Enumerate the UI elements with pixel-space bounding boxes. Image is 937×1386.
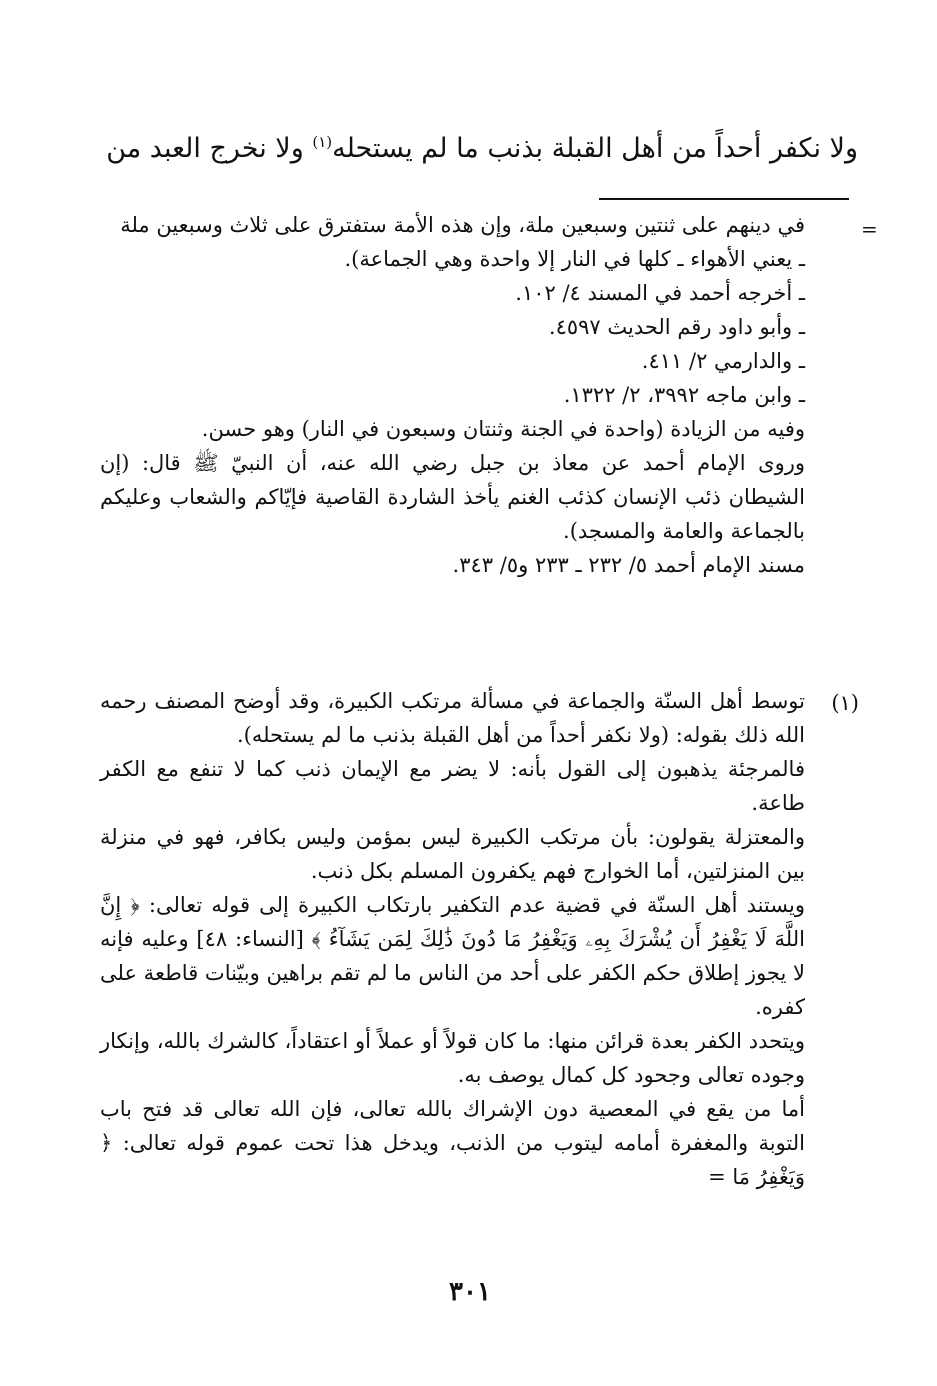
page-number: ٣٠١ xyxy=(449,1277,491,1307)
continued-footnote-line: ـ والدارمي ٢/ ٤١١. xyxy=(641,349,805,373)
continued-footnote-line: ـ وأبو داود رقم الحديث ٤٥٩٧. xyxy=(548,315,805,339)
footnote-paragraph: أما من يقع في المعصية دون الإشراك بالله تعالى، فإن الله تعالى قد فتح باب التوبة والمغفرة أمامه ليتوب من الذنب، ويدخل هذا تحت عموم قوله تعالى: ﴿ وَيَغْفِرُ مَا = xyxy=(100,1097,805,1189)
footnote-paragraph: فالمرجئة يذهبون إلى القول بأنه: لا يضر مع الإيمان ذنب كما لا تنفع مع الكفر طاعة. xyxy=(100,757,805,815)
footnote-separator-rule xyxy=(599,198,849,200)
hadith-paragraph: وروى الإمام أحمد عن معاذ بن جبل رضي الله عنه، أن النبيّ ﷺ قال: (إن الشيطان ذئب الإنسان كذئب الغنم يأخذ الشاردة القاصية فإيّاكم والشعاب وعليكم بالجماعة والعامة والمسجد). xyxy=(100,451,805,543)
footnote-paragraph: ويستند أهل السنّة في قضية عدم التكفير بارتكاب الكبيرة إلى قوله تعالى: ﴿ إِنَّ اللَّهَ لَا يَغْفِرُ أَن يُشْرَكَ بِهِۦ وَيَغْفِرُ مَا دُونَ ذَٰلِكَ لِمَن يَشَآءُ ﴾ [النساء: ٤٨] وعليه فإنه لا يجوز إطلاق حكم الكفر على أحد من الناس ما لم تقم براهين وبيّنات قاطعة على كفره. xyxy=(100,893,805,1019)
footnote-paragraph: والمعتزلة يقولون: بأن مرتكب الكبيرة ليس بمؤمن وليس بكافر، فهو في منزلة بين المنزلتين، أما الخوارج فهم يكفرون المسلم بكل ذنب. xyxy=(100,825,805,883)
continued-footnote xyxy=(100,208,805,582)
continued-footnote-line: في دينهم على ثنتين وسبعين ملة، وإن هذه الأمة ستفترق على ثلاث وسبعين ملة xyxy=(120,213,805,237)
continuation-mark: = xyxy=(861,217,878,241)
main-text-line xyxy=(100,124,858,174)
footnote-paragraph: توسط أهل السنّة والجماعة في مسألة مرتكب الكبيرة، وقد أوضح المصنف رحمه الله ذلك بقوله: (ولا نكفر أحداً من أهل القبلة بذنب ما لم يستحله). xyxy=(100,689,805,747)
footnote-paragraph: ويتحدد الكفر بعدة قرائن منها: ما كان قولاً أو عملاً أو اعتقاداً، كالشرك بالله، وإنكار وجوده تعالى وجحود كل كمال يوصف به. xyxy=(100,1029,805,1087)
continued-footnote-line: ـ أخرجه أحمد في المسند ٤/ ١٠٢. xyxy=(515,281,805,305)
main-text-before-ref: ولا نكفر أحداً من أهل القبلة بذنب ما لم يستحله xyxy=(332,133,858,164)
continued-footnote-line: ـ وابن ماجه ٣٩٩٢، ٢/ ١٣٢٢. xyxy=(563,383,805,407)
footnote-1-marker: (١) xyxy=(831,691,859,715)
hadith-source: مسند الإمام أحمد ٥/ ٢٣٢ ـ ٢٣٣ و٥/ ٣٤٣. xyxy=(452,553,805,577)
continued-footnote-line: وفيه من الزيادة (واحدة في الجنة وثنتان وسبعون في النار) وهو حسن. xyxy=(201,417,805,441)
footnote-ref-marker: (١) xyxy=(312,133,333,151)
footnote-1 xyxy=(100,684,805,1194)
main-text-after-ref: ولا نخرج العبد من xyxy=(106,133,313,164)
continued-footnote-line: ـ يعني الأهواء ـ كلها في النار إلا واحدة وهي الجماعة). xyxy=(344,247,805,271)
